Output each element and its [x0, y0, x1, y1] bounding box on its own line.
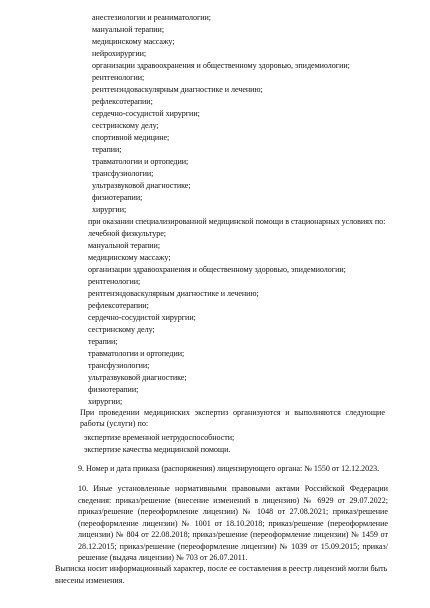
list-item: медицинскому массажу;	[88, 253, 171, 262]
list-item: терапии;	[88, 337, 118, 346]
list-item: физиотерапии;	[92, 193, 143, 202]
list-item: рентгенэндоваскулярным диагностике и лечению;	[88, 289, 259, 298]
list-item: травматологии и ортопедии;	[92, 157, 189, 166]
list-item: хирургии;	[92, 205, 127, 214]
list-item: спортивной медицине;	[92, 133, 170, 142]
list-item: анестезиологии и реаниматологии;	[92, 13, 211, 22]
list-item: трансфузиологии;	[88, 361, 150, 370]
list-item: сердечно-сосудистой хирургии;	[92, 109, 200, 118]
list-item: ультразвуковой диагностике;	[92, 181, 191, 190]
expertise-text: При проведении медицинских экспертиз организуются и выполняются следующие работы (услуги) по:	[80, 408, 385, 428]
list-item: лечебной физкультуре;	[88, 229, 166, 238]
expertise-paragraph	[80, 408, 385, 429]
list-item: организации здравоохранения и общественному здоровью, эпидемиологии;	[92, 61, 350, 70]
list-item: хирургии;	[88, 397, 123, 406]
list-item: рентгенологии;	[92, 73, 145, 82]
list-item: рентгенологии;	[88, 277, 141, 286]
list-item: рентгенэндоваскулярным диагностике и лечению;	[92, 85, 263, 94]
list-item: мануальной терапии;	[88, 241, 161, 250]
footer-note	[55, 563, 390, 586]
list-item: экспертизе качества медицинской помощи.	[84, 445, 231, 454]
list-item: ультразвуковой диагностике;	[88, 373, 187, 382]
section-heading-stationary: при оказании специализированной медицинской помощи в стационарных условиях по:	[88, 217, 386, 226]
list-item: терапии;	[92, 145, 122, 154]
list-item: сестринскому делу;	[88, 325, 155, 334]
item-10-text: 10. Иные установленные нормативными правовыми актами Российской Федерации сведения: приказ/решение (внесение изменений в лицензию) № 6929 от 29.07.2022; приказ/решение (переоформление лицензии) № 1048 от 27.08.2021; приказ/решение (переоформление лицензии) № 1001 от 18.10.2018; приказ/решение (переоформление лицензии) № 804 от 22.08.2018; приказ/решение (переоформление лицензии) № 1459 от 28.12.2015; приказ/решение (переоформление лицензии) № 1039 от 15.09.2015; приказ/решение (выдача лицензии) № 703 от 26.07.2011.	[78, 484, 388, 562]
list-item: физиотерапии;	[88, 385, 139, 394]
list-item: рефлексотерапии;	[92, 97, 153, 106]
list-item: нейрохирургии;	[92, 49, 147, 58]
list-item: травматологии и ортопедии;	[88, 349, 185, 358]
footer-note-text: Выписка носит информационный характер, после ее составления в реестр лицензий могли быть внесены изменения.	[55, 564, 388, 585]
list-item: организации здравоохранения и общественному здоровью, эпидемиологии;	[88, 265, 346, 274]
list-item: рефлексотерапии;	[88, 301, 149, 310]
item-10	[78, 483, 388, 564]
list-item: сестринскому делу;	[92, 121, 159, 130]
list-item: трансфузиологии;	[92, 169, 154, 178]
list-item: экспертизе временной нетрудоспособности;	[84, 433, 235, 442]
list-item: мануальной терапии;	[92, 25, 165, 34]
list-item: медицинскому массажу;	[92, 37, 175, 46]
item-9: 9. Номер и дата приказа (распоряжения) лицензирующего органа: № 1550 от 12.12.2023.	[78, 464, 380, 473]
list-item: сердечно-сосудистой хирургии;	[88, 313, 196, 322]
